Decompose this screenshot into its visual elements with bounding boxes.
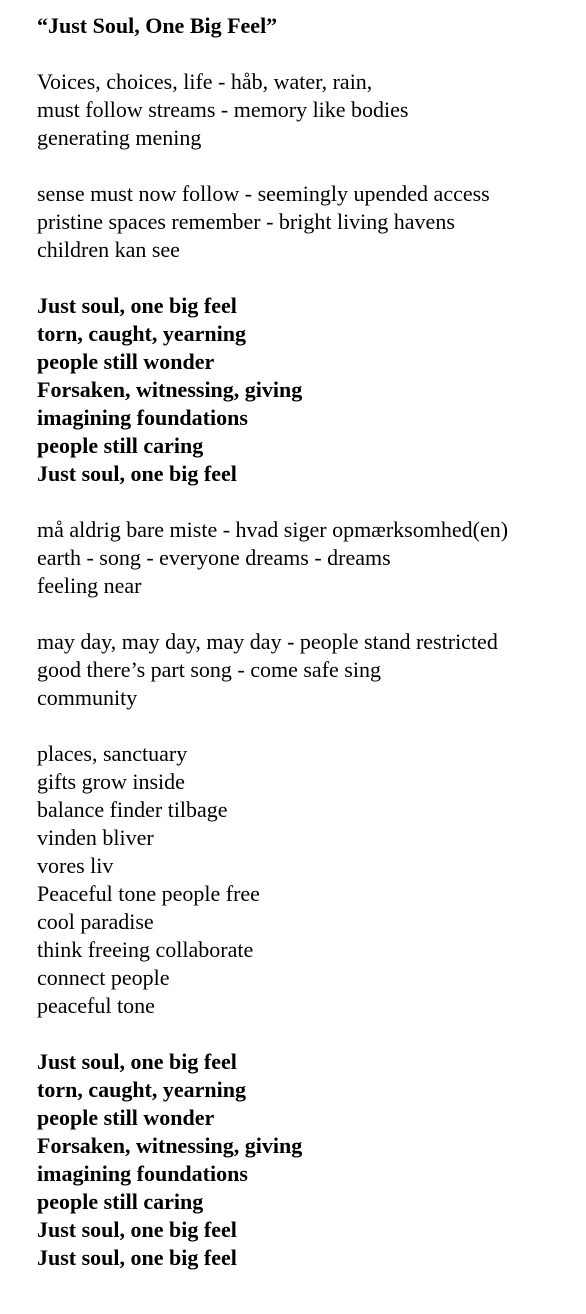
verse-line: Voices, choices, life - håb, water, rain,	[37, 69, 373, 94]
verse-line: generating mening	[37, 125, 202, 150]
verse-line: places, sanctuary	[37, 741, 188, 766]
poem-title: “Just Soul, One Big Feel”	[37, 13, 278, 38]
chorus-line: torn, caught, yearning	[37, 321, 246, 346]
stanza-spacer	[37, 488, 577, 516]
chorus-line: people still wonder	[37, 349, 215, 374]
stanza-spacer	[37, 264, 577, 292]
stanza-spacer	[37, 600, 577, 628]
verse-line: children kan see	[37, 237, 180, 262]
verse-line: community	[37, 685, 138, 710]
verse-line: feeling near	[37, 573, 142, 598]
verse-line: peaceful tone	[37, 993, 155, 1018]
chorus-line: Just soul, one big feel	[37, 1217, 237, 1242]
verse-line: vores liv	[37, 853, 114, 878]
verse-line: må aldrig bare miste - hvad siger opmærksomhed(en)	[37, 517, 509, 542]
verse-line: cool paradise	[37, 909, 154, 934]
chorus-stanza	[37, 1048, 577, 1272]
verse-stanza	[37, 68, 577, 152]
chorus-line: Forsaken, witnessing, giving	[37, 1133, 303, 1158]
verse-line: sense must now follow - seemingly upended access	[37, 181, 490, 206]
chorus-line: people still wonder	[37, 1105, 215, 1130]
chorus-line: Just soul, one big feel	[37, 1049, 237, 1074]
chorus-line: Just soul, one big feel	[37, 1245, 237, 1270]
verse-stanza	[37, 740, 577, 1020]
verse-line: pristine spaces remember - bright living havens	[37, 209, 455, 234]
chorus-line: torn, caught, yearning	[37, 1077, 246, 1102]
stanza-spacer	[37, 1020, 577, 1048]
chorus-line: Forsaken, witnessing, giving	[37, 377, 303, 402]
chorus-line: people still caring	[37, 433, 204, 458]
verse-line: earth - song - everyone dreams - dreams	[37, 545, 391, 570]
verse-stanza	[37, 180, 577, 264]
verse-line: gifts grow inside	[37, 769, 185, 794]
verse-line: think freeing collaborate	[37, 937, 254, 962]
chorus-line: Just soul, one big feel	[37, 461, 237, 486]
verse-line: balance finder tilbage	[37, 797, 228, 822]
stanza-spacer	[37, 152, 577, 180]
verse-line: Peaceful tone people free	[37, 881, 260, 906]
verse-line: connect people	[37, 965, 170, 990]
verse-stanza	[37, 628, 577, 712]
stanza-spacer	[37, 40, 577, 68]
chorus-stanza	[37, 292, 577, 488]
chorus-line: imagining foundations	[37, 405, 248, 430]
verse-line: good there’s part song - come safe sing	[37, 657, 381, 682]
chorus-line: people still caring	[37, 1189, 204, 1214]
chorus-line: Just soul, one big feel	[37, 293, 237, 318]
verse-line: may day, may day, may day - people stand restricted	[37, 629, 498, 654]
poem-body	[37, 40, 577, 1272]
stanza-spacer	[37, 712, 577, 740]
verse-line: vinden bliver	[37, 825, 154, 850]
verse-stanza	[37, 516, 577, 600]
poem-document	[37, 12, 577, 1272]
chorus-line: imagining foundations	[37, 1161, 248, 1186]
verse-line: must follow streams - memory like bodies	[37, 97, 409, 122]
